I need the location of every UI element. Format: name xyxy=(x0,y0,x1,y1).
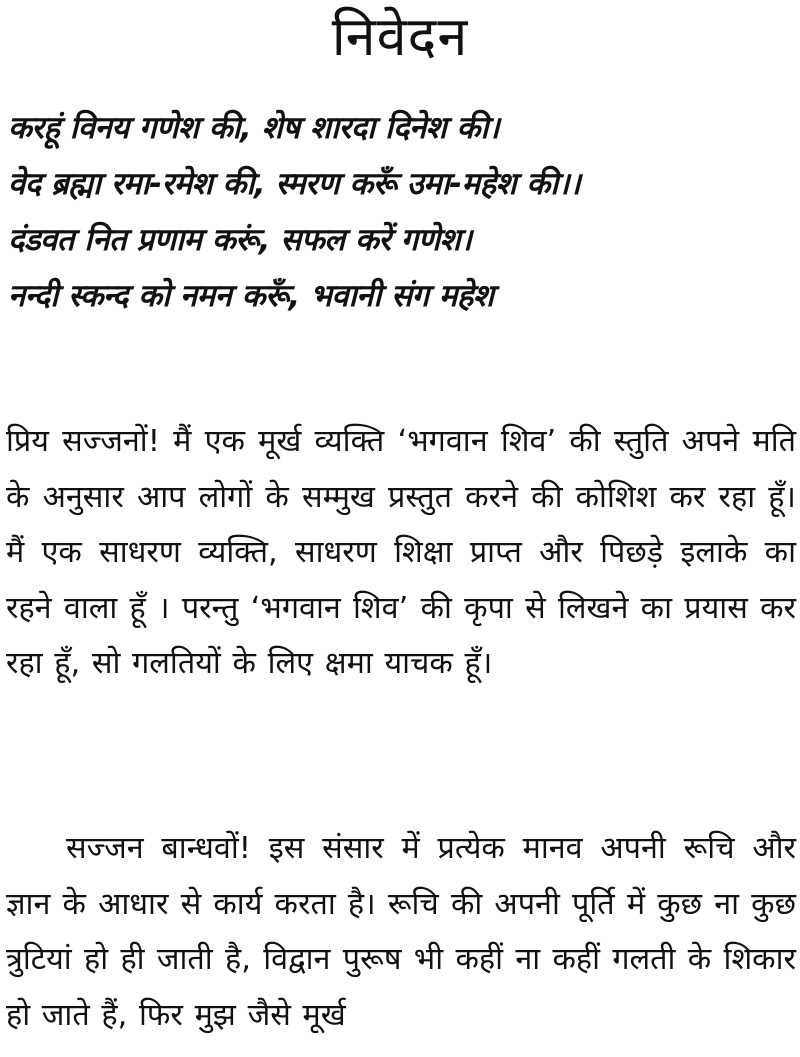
page-title: निवेदन xyxy=(331,5,469,68)
verse-line: वेद ब्रह्मा रमा-रमेश की, स्मरण करूँ उमा-महेश की।। xyxy=(8,166,581,202)
verse-line: दंडवत नित प्रणाम करूं, सफल करें गणेश। xyxy=(8,222,472,258)
intro-paragraph: प्रिय सज्जनों! मैं एक मूर्ख व्यक्ति ‘भगवान शिव’ की स्तुति अपने मति के अनुसार आप लोगों के सम्मुख प्रस्तुत करने की कोशिश कर रहा हूँ।मैं एक साधरण व्यक्ति, साधरण शिक्षा प्राप्त और पिछड़े इलाके का रहने वाला हूँ । परन्तु ‘भगवान शिव’ की कृपा से लिखने का प्रयास कर रहा हूँ, सो गलतियों के लिए क्षमा याचक हूँ। xyxy=(6,424,796,681)
invocation-verse xyxy=(8,100,798,324)
verse-line: नन्दी स्कन्द को नमन करूँ, भवानी संग महेश xyxy=(8,278,494,314)
verse-line: करहूं विनय गणेश की, शेष शारदा दिनेश की। xyxy=(8,110,500,146)
body-paragraph: सज्जन बान्धवों! इस संसार में प्रत्येक मानव अपनी रूचि और ज्ञान के आधार से कार्य करता है। रूचि की अपनी पूर्ति में कुछ ना कुछ त्रुटियां हो ही जाती है, विद्वान पुरूष भी कहीं ना कहीं गलती के शिकार हो जाते हैं, फिर मुझ जैसे मूर्ख xyxy=(6,831,796,1033)
